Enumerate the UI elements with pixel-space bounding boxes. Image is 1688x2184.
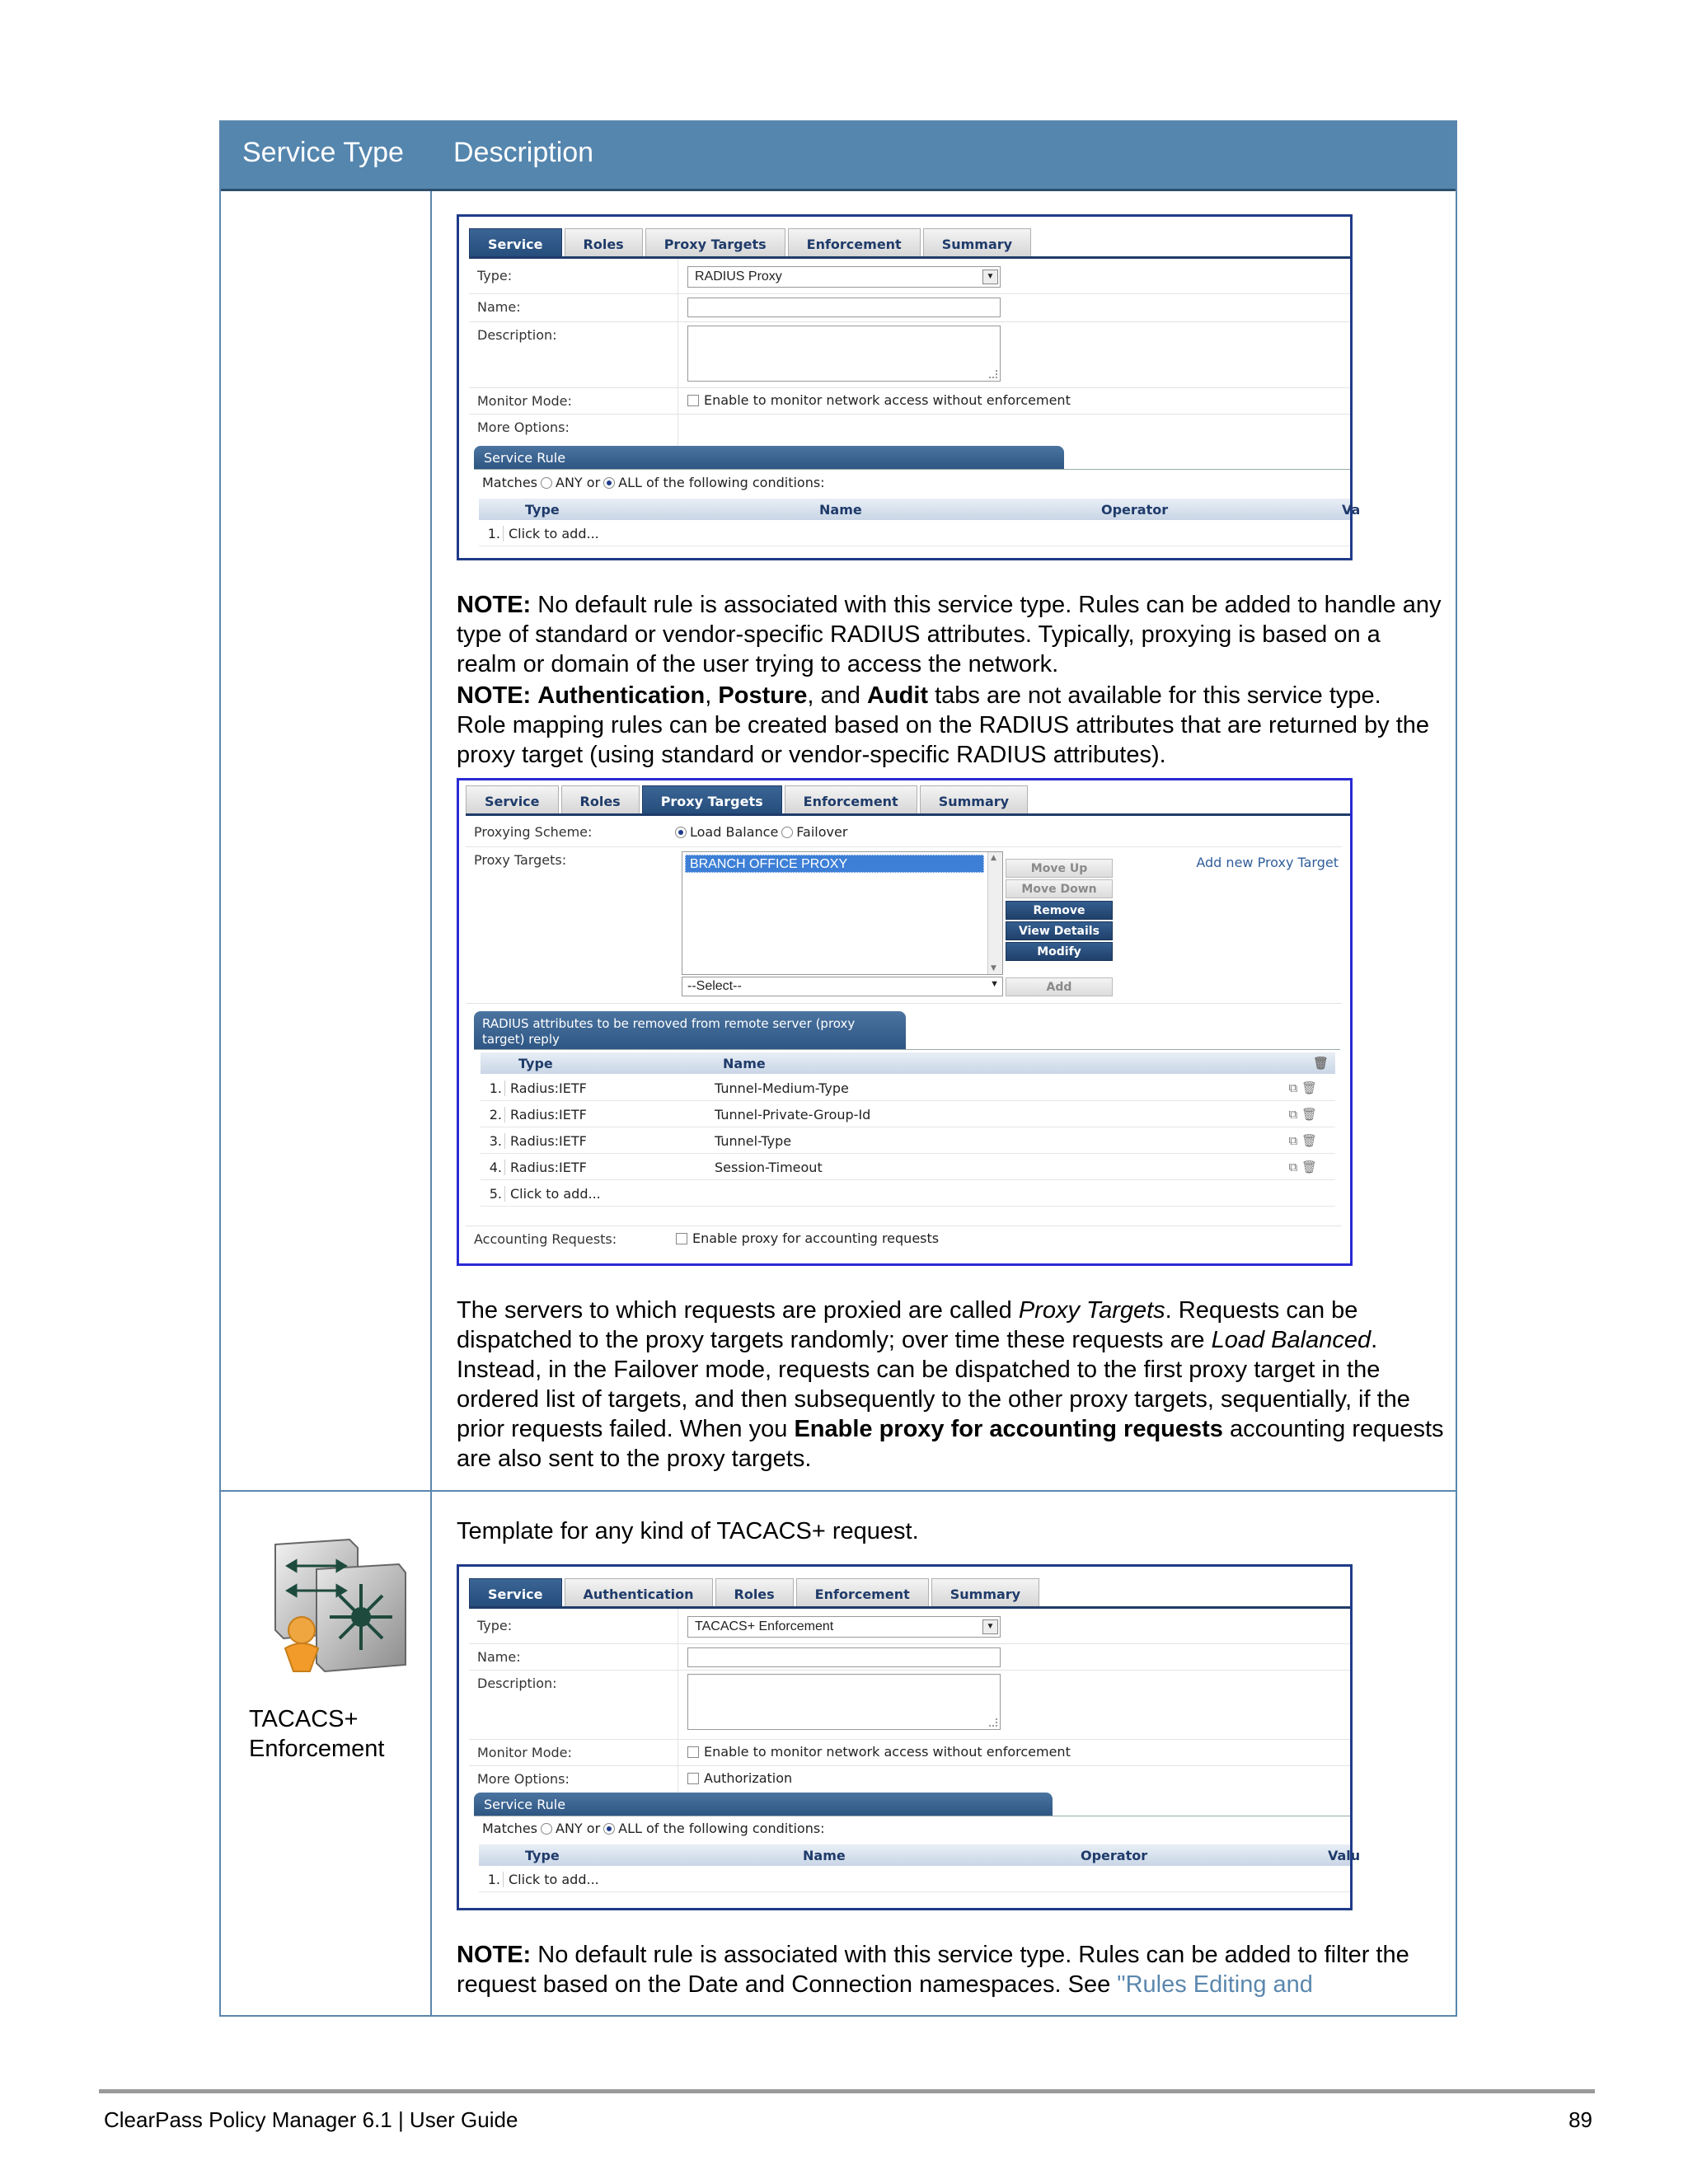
- col-name: Name: [723, 1056, 766, 1071]
- panel-line: [474, 469, 1350, 470]
- attribute-row[interactable]: [481, 1075, 1335, 1101]
- more-options-label: More Options:: [477, 419, 570, 435]
- move-down-button[interactable]: Move Down: [1006, 879, 1113, 898]
- matches-row: [482, 475, 825, 490]
- tab-roles[interactable]: Roles: [565, 228, 643, 256]
- tab-roles[interactable]: Roles: [715, 1578, 794, 1606]
- modify-button[interactable]: Modify: [1006, 942, 1113, 961]
- all-label: ALL of the following conditions:: [618, 475, 825, 490]
- text: accounting requests are also sent to the proxy targets.: [457, 1416, 1444, 1472]
- tab-summary[interactable]: Summary: [920, 785, 1028, 813]
- targets-label: Proxy Targets:: [474, 852, 567, 868]
- attribute-row-add[interactable]: [481, 1180, 1335, 1207]
- name-input[interactable]: [687, 1647, 1001, 1667]
- tab-bar: [466, 785, 1030, 813]
- tacacs-note-paragraph: [457, 1940, 1446, 1999]
- col-operator: Operator: [1101, 502, 1169, 518]
- target-select[interactable]: [682, 977, 1003, 996]
- trash-icon: 🗑: [1312, 1056, 1329, 1071]
- panel-line: [474, 1049, 1340, 1050]
- col-type: Type: [525, 1848, 560, 1863]
- authorization-text: Authorization: [704, 1770, 793, 1786]
- rule-grid-header: [479, 499, 1361, 520]
- scheme-label: Proxying Scheme:: [474, 824, 593, 840]
- row-number: 2.: [485, 1107, 505, 1122]
- attribute-type: Radius:IETF: [510, 1107, 587, 1122]
- dropdown-arrow-icon: ▼: [990, 979, 999, 989]
- note-label: NOTE:: [457, 1942, 532, 1968]
- load-balance-label: Load Balance: [690, 824, 779, 840]
- accounting-label: Accounting Requests:: [474, 1231, 617, 1247]
- table-header: [221, 122, 1456, 191]
- type-select[interactable]: [687, 1616, 1001, 1638]
- proxy-targets-screenshot: [457, 778, 1353, 1266]
- attribute-row[interactable]: [481, 1154, 1335, 1180]
- term-enable-proxy: Enable proxy for accounting requests: [794, 1416, 1223, 1442]
- service-type-table: [219, 120, 1457, 2017]
- failover-radio[interactable]: [781, 827, 793, 838]
- type-label: Type:: [477, 268, 513, 284]
- description-textarea[interactable]: [687, 1674, 1001, 1730]
- tab-authentication[interactable]: Authentication: [565, 1578, 713, 1606]
- proxy-targets-paragraph: [457, 1296, 1446, 1474]
- type-label: Type:: [477, 1618, 513, 1633]
- col-type: Type: [518, 1056, 553, 1071]
- row-number: 5.: [485, 1186, 505, 1202]
- description-label: Description:: [477, 327, 557, 343]
- attribute-name: Tunnel-Type: [715, 1133, 792, 1149]
- description-textarea[interactable]: [687, 326, 1001, 382]
- click-to-add[interactable]: Click to add...: [509, 526, 599, 541]
- more-options-row: [469, 1766, 1350, 1791]
- footer-title: ClearPass Policy Manager 6.1 | User Guide: [104, 2107, 518, 2132]
- service-type-name: [249, 1704, 422, 1764]
- tacacs-switch-icon: [267, 1533, 411, 1673]
- text: The servers to which requests are proxied are called: [457, 1297, 1019, 1324]
- tab-proxy-targets[interactable]: Proxy Targets: [642, 785, 782, 813]
- rule-row[interactable]: [479, 520, 1350, 546]
- all-radio[interactable]: [603, 1823, 615, 1835]
- name-row: [469, 1644, 1350, 1671]
- note-authentication: Authentication: [537, 682, 706, 709]
- tab-service[interactable]: Service: [469, 1578, 562, 1606]
- scheme-row: [466, 819, 1342, 847]
- accounting-text: Enable proxy for accounting requests: [692, 1230, 940, 1246]
- type-value: RADIUS Proxy: [695, 269, 782, 284]
- name-label: Name:: [477, 299, 521, 315]
- role-mapping-paragraph: Role mapping rules can be created based on the RADIUS attributes that are returned by the proxy target (using standard or vendor-specific RADIUS attributes).: [457, 712, 1430, 768]
- dropdown-arrow-icon: ▼: [982, 1619, 998, 1634]
- note-label: NOTE:: [457, 592, 532, 618]
- failover-label: Failover: [796, 824, 848, 840]
- tab-underline: [469, 1606, 1350, 1609]
- tab-enforcement[interactable]: Enforcement: [788, 228, 921, 256]
- note-label: NOTE:: [457, 682, 532, 709]
- description-row: [469, 1671, 1350, 1740]
- monitor-row: [469, 1740, 1350, 1766]
- col-operator: Operator: [1081, 1848, 1148, 1863]
- name-input[interactable]: [687, 298, 1001, 317]
- attribute-type: Radius:IETF: [510, 1080, 587, 1096]
- tab-enforcement[interactable]: Enforcement: [796, 1578, 929, 1606]
- rule-grid-header: [479, 1844, 1361, 1866]
- copy-delete-icons[interactable]: ⧉ 🗑: [1288, 1133, 1317, 1148]
- header-description: Description: [453, 137, 594, 168]
- monitor-label: Monitor Mode:: [477, 1745, 572, 1760]
- more-options-label: More Options:: [477, 1771, 570, 1787]
- move-up-button[interactable]: Move Up: [1006, 859, 1113, 878]
- matches-label: Matches: [482, 475, 537, 490]
- accounting-checkbox[interactable]: [676, 1233, 687, 1244]
- attribute-name: Session-Timeout: [715, 1160, 823, 1175]
- row-number: 3.: [485, 1133, 505, 1149]
- tab-proxy-targets[interactable]: Proxy Targets: [645, 228, 785, 256]
- tab-summary[interactable]: Summary: [923, 228, 1031, 256]
- rules-editing-link[interactable]: "Rules Editing and: [1117, 1971, 1313, 1998]
- term-load-balanced: Load Balanced: [1211, 1327, 1372, 1353]
- tab-roles[interactable]: Roles: [561, 785, 640, 813]
- col-type: Type: [525, 502, 560, 518]
- type-row: [469, 1613, 1350, 1644]
- attribute-type: Radius:IETF: [510, 1133, 587, 1149]
- template-text: Template for any kind of TACACS+ request.: [457, 1518, 919, 1544]
- col-name: Name: [803, 1848, 846, 1863]
- description-label: Description:: [477, 1675, 557, 1691]
- tab-service[interactable]: Service: [469, 228, 562, 256]
- note-text: No default rule is associated with this service type. Rules can be added to filter the request based on the Date and Connection namespaces. See: [457, 1942, 1409, 1998]
- tab-bar: [469, 1578, 1042, 1606]
- page-number: 89: [1568, 2107, 1592, 2132]
- type-row: [469, 263, 1350, 294]
- row-number: 1.: [484, 1872, 504, 1887]
- note-text: No default rule is associated with this service type. Rules can be added to handle any type of standard or vendor-specific RADIUS attributes. Typically, proxying is based on a realm or domain of the user trying to access the network.: [457, 592, 1442, 677]
- col-value: Valu: [1328, 1848, 1361, 1863]
- term-proxy-targets: Proxy Targets: [1018, 1297, 1165, 1324]
- selected-target[interactable]: BRANCH OFFICE PROXY: [685, 855, 984, 873]
- view-details-button[interactable]: View Details: [1006, 921, 1113, 940]
- col-name: Name: [819, 502, 862, 518]
- matches-label: Matches: [482, 1821, 537, 1836]
- remove-button[interactable]: Remove: [1006, 901, 1113, 920]
- type-value: TACACS+ Enforcement: [695, 1619, 834, 1633]
- accounting-row: [466, 1226, 1342, 1254]
- description-cell: [432, 191, 1456, 1490]
- any-label: ANY or: [556, 475, 601, 490]
- row-number: 4.: [485, 1160, 505, 1175]
- monitor-text: Enable to monitor network access without enforcement: [704, 1744, 1071, 1760]
- select-placeholder: --Select--: [687, 979, 742, 993]
- description-cell: [432, 1492, 1456, 2015]
- text: . Requests can be dispatched to the proxy targets randomly; over time these requests are: [457, 1297, 1358, 1353]
- attribute-row[interactable]: [481, 1127, 1335, 1154]
- any-radio[interactable]: [541, 477, 552, 489]
- table-row-radius-proxy: [221, 191, 1456, 1492]
- rule-row[interactable]: [479, 1866, 1350, 1892]
- any-label: ANY or: [556, 1821, 601, 1836]
- type-select[interactable]: [687, 266, 1001, 288]
- load-balance-radio[interactable]: [675, 827, 687, 838]
- service-type-cell: [221, 191, 432, 1490]
- monitor-checkbox[interactable]: [687, 1746, 699, 1758]
- more-options-row: [469, 415, 1350, 439]
- tab-underline: [466, 813, 1350, 816]
- monitor-row: [469, 388, 1350, 415]
- tab-enforcement[interactable]: Enforcement: [785, 785, 917, 813]
- note-audit: Audit: [866, 682, 929, 709]
- note-paragraph-2: NOTE: Authentication, Posture, and Audit tabs are not available for this service type.: [457, 682, 1381, 709]
- attribute-row[interactable]: [481, 1101, 1335, 1127]
- note-and: , and: [807, 682, 867, 709]
- any-radio[interactable]: [541, 1823, 552, 1835]
- copy-delete-icons[interactable]: ⧉ 🗑: [1288, 1160, 1317, 1174]
- monitor-label: Monitor Mode:: [477, 393, 572, 409]
- name-label: Name:: [477, 1649, 521, 1665]
- add-button[interactable]: Add: [1006, 977, 1113, 996]
- copy-delete-icons[interactable]: ⧉ 🗑: [1288, 1080, 1317, 1095]
- row-number: 1.: [485, 1080, 505, 1096]
- all-radio[interactable]: [603, 477, 615, 489]
- tacacs-service-screenshot: [457, 1564, 1361, 1910]
- name-row: [469, 294, 1350, 322]
- attributes-panel-header: RADIUS attributes to be removed from remote server (proxy target) reply: [474, 1011, 906, 1049]
- attribute-type: Radius:IETF: [510, 1160, 587, 1175]
- note-rest: tabs are not available for this service type.: [928, 682, 1381, 709]
- monitor-text: Enable to monitor network access without enforcement: [704, 392, 1071, 408]
- text: . Instead, in the Failover mode, requests can be dispatched to the first proxy target in the ordered list of targets, and then subsequently to the other proxy targets, sequentially, if the prior requests failed. When you: [457, 1327, 1410, 1442]
- radius-proxy-service-screenshot: [457, 214, 1361, 560]
- all-label: ALL of the following conditions:: [618, 1821, 825, 1836]
- dropdown-arrow-icon: ▼: [982, 269, 998, 284]
- footer-rule: [99, 2089, 1595, 2093]
- monitor-checkbox[interactable]: [687, 395, 699, 406]
- note-posture: Posture: [718, 682, 808, 709]
- description-row: [469, 322, 1350, 388]
- authorization-checkbox[interactable]: [687, 1773, 699, 1784]
- service-type-cell: [221, 1492, 432, 2015]
- tab-underline: [469, 256, 1350, 259]
- tab-service[interactable]: Service: [466, 785, 559, 813]
- service-type-line2: Enforcement: [249, 1736, 385, 1762]
- service-rule-header: Service Rule: [474, 1793, 1053, 1816]
- tab-summary[interactable]: Summary: [931, 1578, 1039, 1606]
- table-row-tacacs: [221, 1492, 1456, 2015]
- list-scrollbar[interactable]: [987, 852, 1002, 974]
- service-type-line1: TACACS+: [249, 1706, 359, 1732]
- matches-row: [482, 1821, 825, 1836]
- attribute-name: Tunnel-Private-Group-Id: [715, 1107, 871, 1122]
- service-rule-header: Service Rule: [474, 446, 1064, 469]
- attribute-name: Tunnel-Medium-Type: [715, 1080, 849, 1096]
- type-select-wrap: [687, 266, 1001, 288]
- attributes-grid-header: [481, 1052, 1335, 1074]
- row-number: 1.: [484, 526, 504, 541]
- copy-delete-icons[interactable]: ⧉ 🗑: [1288, 1107, 1317, 1122]
- add-new-proxy-target-link[interactable]: Add new Proxy Target: [1196, 855, 1339, 870]
- click-to-add[interactable]: Click to add...: [509, 1872, 599, 1887]
- col-value: Va: [1342, 502, 1361, 518]
- header-service-type: Service Type: [242, 137, 404, 168]
- click-to-add[interactable]: Click to add...: [510, 1186, 601, 1202]
- proxy-targets-list[interactable]: [682, 851, 1003, 975]
- tab-bar: [469, 228, 1034, 256]
- note-paragraph-1: [457, 590, 1446, 679]
